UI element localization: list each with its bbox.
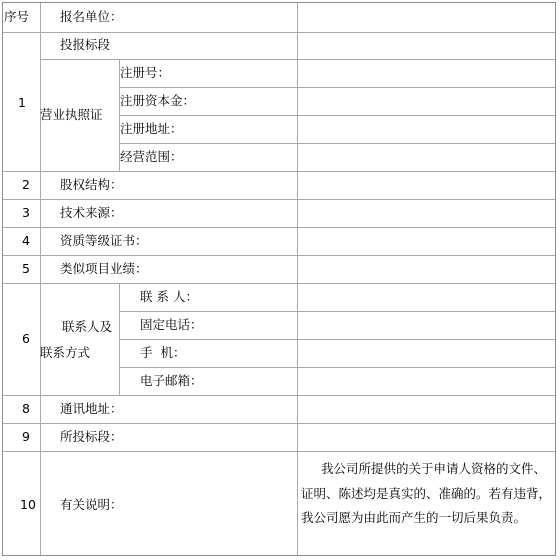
grid-line bbox=[119, 143, 555, 144]
grid-line bbox=[119, 283, 120, 395]
business-license-label: 营业执照证 bbox=[40, 107, 103, 122]
grid-line bbox=[119, 115, 555, 116]
registered-capital-label: 注册资本金： bbox=[120, 93, 196, 108]
grid-line bbox=[119, 311, 555, 312]
technology-source-label: 技术来源： bbox=[60, 205, 123, 220]
grid-line bbox=[3, 395, 555, 396]
registered-address-label: 注册地址： bbox=[120, 121, 183, 136]
grid-line bbox=[297, 3, 298, 555]
grid-line bbox=[3, 199, 555, 200]
landline-label: 固定电话： bbox=[140, 317, 203, 332]
grid-line bbox=[119, 87, 555, 88]
header-unit-label: 报名单位： bbox=[60, 9, 123, 24]
contact-person-label: 联 系 人： bbox=[140, 289, 198, 304]
grid-line bbox=[3, 32, 555, 33]
remarks-label: 有关说明： bbox=[60, 497, 123, 512]
qualification-certificate-label: 资质等级证书： bbox=[60, 233, 148, 248]
grid-line bbox=[119, 367, 555, 368]
grid-line bbox=[119, 339, 555, 340]
registration-number-label: 注册号： bbox=[120, 65, 171, 80]
grid-line bbox=[40, 3, 41, 555]
contact-group-label-line2: 联系方式 bbox=[40, 345, 91, 360]
row-index: 3 bbox=[22, 205, 30, 220]
grid-line bbox=[3, 423, 555, 424]
contact-group-label-line1: 联系人及 bbox=[62, 319, 113, 334]
row-index: 1 bbox=[18, 95, 26, 110]
row-index: 6 bbox=[22, 331, 30, 346]
bid-sections-label: 所投标段： bbox=[60, 429, 123, 444]
row-index: 9 bbox=[22, 429, 30, 444]
row-index: 5 bbox=[22, 261, 30, 276]
grid-line bbox=[3, 255, 555, 256]
row-index: 8 bbox=[22, 401, 30, 416]
header-seq-label: 序号 bbox=[4, 9, 30, 24]
grid-line bbox=[3, 227, 555, 228]
grid-line bbox=[3, 451, 555, 452]
bid-section-label: 投报标段 bbox=[60, 37, 111, 52]
row-index: 2 bbox=[22, 177, 30, 192]
equity-structure-label: 股权结构： bbox=[60, 177, 123, 192]
mobile-label: 手 机： bbox=[140, 345, 186, 360]
grid-line bbox=[3, 171, 555, 172]
email-label: 电子邮箱： bbox=[140, 373, 203, 388]
similar-projects-label: 类似项目业绩： bbox=[60, 261, 148, 276]
mailing-address-label: 通讯地址： bbox=[60, 401, 123, 416]
business-scope-label: 经营范围： bbox=[120, 149, 183, 164]
declaration-statement: 我公司所提供的关于申请人资格的文件、证明、陈述均是真实的、准确的。若有违背，我公司愿为由此而产生的一切后果负责。 bbox=[301, 461, 552, 525]
row-index: 10 bbox=[20, 497, 36, 512]
grid-line bbox=[3, 283, 555, 284]
row-index: 4 bbox=[22, 233, 30, 248]
